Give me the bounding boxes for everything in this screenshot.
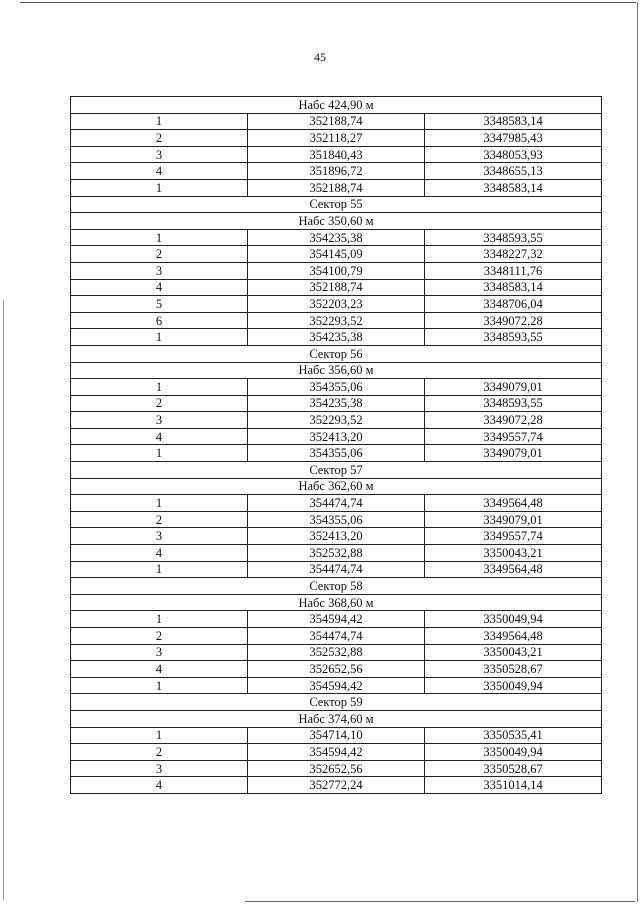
x-coordinate-cell: 352532,88 (248, 545, 425, 562)
y-coordinate-cell: 3347985,43 (425, 130, 602, 147)
point-number-cell: 3 (71, 262, 248, 279)
y-coordinate-cell: 3348227,32 (425, 246, 602, 263)
y-coordinate-cell: 3348583,14 (425, 279, 602, 296)
table-row (71, 395, 602, 412)
table-row (71, 312, 602, 329)
x-coordinate-cell: 354355,06 (248, 511, 425, 528)
y-coordinate-cell: 3349564,48 (425, 561, 602, 578)
y-coordinate-cell: 3350049,94 (425, 677, 602, 694)
point-number-cell: 1 (71, 677, 248, 694)
table-row (71, 163, 602, 180)
y-coordinate-cell: 3350528,67 (425, 661, 602, 678)
x-coordinate-cell: 354594,42 (248, 611, 425, 628)
sector-header-row-cell: Сектор 57 (71, 462, 602, 479)
point-number-cell: 1 (71, 379, 248, 396)
y-coordinate-cell: 3348583,14 (425, 179, 602, 196)
table-row (71, 760, 602, 777)
point-number-cell: 4 (71, 279, 248, 296)
height-header-row-cell: Набс 368,60 м (71, 594, 602, 611)
x-coordinate-cell: 354474,74 (248, 561, 425, 578)
y-coordinate-cell: 3348593,55 (425, 395, 602, 412)
point-number-cell: 1 (71, 329, 248, 346)
table-row (71, 296, 602, 313)
table-row (71, 495, 602, 512)
table-row (71, 661, 602, 678)
height-header-row (71, 710, 602, 727)
point-number-cell: 4 (71, 777, 248, 794)
y-coordinate-cell: 3349072,28 (425, 312, 602, 329)
height-header-row-cell: Набс 350,60 м (71, 213, 602, 230)
x-coordinate-cell: 354235,38 (248, 395, 425, 412)
scan-edge-bottom (245, 901, 635, 902)
table-row (71, 246, 602, 263)
sector-header-row (71, 196, 602, 213)
table-row (71, 677, 602, 694)
height-header-row (71, 478, 602, 495)
y-coordinate-cell: 3348655,13 (425, 163, 602, 180)
x-coordinate-cell: 352188,74 (248, 179, 425, 196)
table-row (71, 113, 602, 130)
x-coordinate-cell: 352652,56 (248, 661, 425, 678)
point-number-cell: 1 (71, 611, 248, 628)
table-row (71, 130, 602, 147)
table-row (71, 146, 602, 163)
height-header-row (71, 213, 602, 230)
table-row (71, 179, 602, 196)
scan-edge-top (20, 2, 636, 3)
sector-header-row-cell: Сектор 55 (71, 196, 602, 213)
table-row (71, 412, 602, 429)
x-coordinate-cell: 351840,43 (248, 146, 425, 163)
y-coordinate-cell: 3348583,14 (425, 113, 602, 130)
point-number-cell: 2 (71, 744, 248, 761)
point-number-cell: 3 (71, 528, 248, 545)
x-coordinate-cell: 354714,10 (248, 727, 425, 744)
point-number-cell: 2 (71, 511, 248, 528)
y-coordinate-cell: 3350049,94 (425, 611, 602, 628)
y-coordinate-cell: 3348053,93 (425, 146, 602, 163)
x-coordinate-cell: 352532,88 (248, 644, 425, 661)
x-coordinate-cell: 354594,42 (248, 744, 425, 761)
x-coordinate-cell: 354145,09 (248, 246, 425, 263)
y-coordinate-cell: 3349564,48 (425, 628, 602, 645)
y-coordinate-cell: 3350049,94 (425, 744, 602, 761)
point-number-cell: 4 (71, 545, 248, 562)
point-number-cell: 4 (71, 661, 248, 678)
point-number-cell: 2 (71, 395, 248, 412)
y-coordinate-cell: 3348593,55 (425, 229, 602, 246)
y-coordinate-cell: 3349557,74 (425, 428, 602, 445)
height-header-row-cell: Набс 356,60 м (71, 362, 602, 379)
y-coordinate-cell: 3350043,21 (425, 545, 602, 562)
x-coordinate-cell: 352413,20 (248, 528, 425, 545)
scan-edge-right (637, 2, 638, 902)
x-coordinate-cell: 351896,72 (248, 163, 425, 180)
x-coordinate-cell: 354474,74 (248, 628, 425, 645)
table-row (71, 329, 602, 346)
sector-header-row (71, 578, 602, 595)
table-row (71, 262, 602, 279)
y-coordinate-cell: 3348706,04 (425, 296, 602, 313)
height-header-row-cell: Набс 374,60 м (71, 710, 602, 727)
x-coordinate-cell: 352772,24 (248, 777, 425, 794)
y-coordinate-cell: 3351014,14 (425, 777, 602, 794)
height-header-row-cell: Набс 424,90 м (71, 97, 602, 114)
point-number-cell: 2 (71, 246, 248, 263)
coordinates-table (70, 96, 602, 794)
point-number-cell: 3 (71, 146, 248, 163)
x-coordinate-cell: 352188,74 (248, 113, 425, 130)
scan-edge-left (3, 300, 4, 900)
page-number: 45 (314, 50, 326, 64)
point-number-cell: 1 (71, 727, 248, 744)
sector-header-row-cell: Сектор 59 (71, 694, 602, 711)
point-number-cell: 5 (71, 296, 248, 313)
table-row (71, 777, 602, 794)
y-coordinate-cell: 3348111,76 (425, 262, 602, 279)
height-header-row-cell: Набс 362,60 м (71, 478, 602, 495)
table-row (71, 229, 602, 246)
table-row (71, 545, 602, 562)
table-row (71, 628, 602, 645)
y-coordinate-cell: 3348593,55 (425, 329, 602, 346)
point-number-cell: 1 (71, 113, 248, 130)
x-coordinate-cell: 352293,52 (248, 412, 425, 429)
x-coordinate-cell: 352188,74 (248, 279, 425, 296)
point-number-cell: 1 (71, 495, 248, 512)
table-row (71, 428, 602, 445)
coordinates-table-body (71, 97, 602, 794)
point-number-cell: 1 (71, 179, 248, 196)
table-row (71, 445, 602, 462)
table-row (71, 379, 602, 396)
point-number-cell: 4 (71, 163, 248, 180)
table-row (71, 611, 602, 628)
x-coordinate-cell: 354474,74 (248, 495, 425, 512)
table-row (71, 511, 602, 528)
y-coordinate-cell: 3349079,01 (425, 379, 602, 396)
x-coordinate-cell: 352203,23 (248, 296, 425, 313)
x-coordinate-cell: 352118,27 (248, 130, 425, 147)
table-row (71, 561, 602, 578)
x-coordinate-cell: 354355,06 (248, 445, 425, 462)
x-coordinate-cell: 354235,38 (248, 329, 425, 346)
point-number-cell: 2 (71, 130, 248, 147)
point-number-cell: 4 (71, 428, 248, 445)
y-coordinate-cell: 3349564,48 (425, 495, 602, 512)
point-number-cell: 2 (71, 628, 248, 645)
x-coordinate-cell: 352293,52 (248, 312, 425, 329)
height-header-row (71, 362, 602, 379)
sector-header-row (71, 345, 602, 362)
x-coordinate-cell: 354355,06 (248, 379, 425, 396)
point-number-cell: 6 (71, 312, 248, 329)
point-number-cell: 3 (71, 412, 248, 429)
y-coordinate-cell: 3349079,01 (425, 445, 602, 462)
y-coordinate-cell: 3349072,28 (425, 412, 602, 429)
point-number-cell: 1 (71, 561, 248, 578)
sector-header-row-cell: Сектор 56 (71, 345, 602, 362)
point-number-cell: 3 (71, 644, 248, 661)
sector-header-row (71, 462, 602, 479)
height-header-row (71, 97, 602, 114)
point-number-cell: 1 (71, 445, 248, 462)
height-header-row (71, 594, 602, 611)
table-row (71, 644, 602, 661)
y-coordinate-cell: 3349079,01 (425, 511, 602, 528)
y-coordinate-cell: 3350043,21 (425, 644, 602, 661)
x-coordinate-cell: 352652,56 (248, 760, 425, 777)
point-number-cell: 3 (71, 760, 248, 777)
table-row (71, 744, 602, 761)
sector-header-row (71, 694, 602, 711)
x-coordinate-cell: 352413,20 (248, 428, 425, 445)
y-coordinate-cell: 3349557,74 (425, 528, 602, 545)
x-coordinate-cell: 354594,42 (248, 677, 425, 694)
table-row (71, 528, 602, 545)
x-coordinate-cell: 354100,79 (248, 262, 425, 279)
table-row (71, 279, 602, 296)
y-coordinate-cell: 3350535,41 (425, 727, 602, 744)
table-row (71, 727, 602, 744)
sector-header-row-cell: Сектор 58 (71, 578, 602, 595)
x-coordinate-cell: 354235,38 (248, 229, 425, 246)
point-number-cell: 1 (71, 229, 248, 246)
y-coordinate-cell: 3350528,67 (425, 760, 602, 777)
